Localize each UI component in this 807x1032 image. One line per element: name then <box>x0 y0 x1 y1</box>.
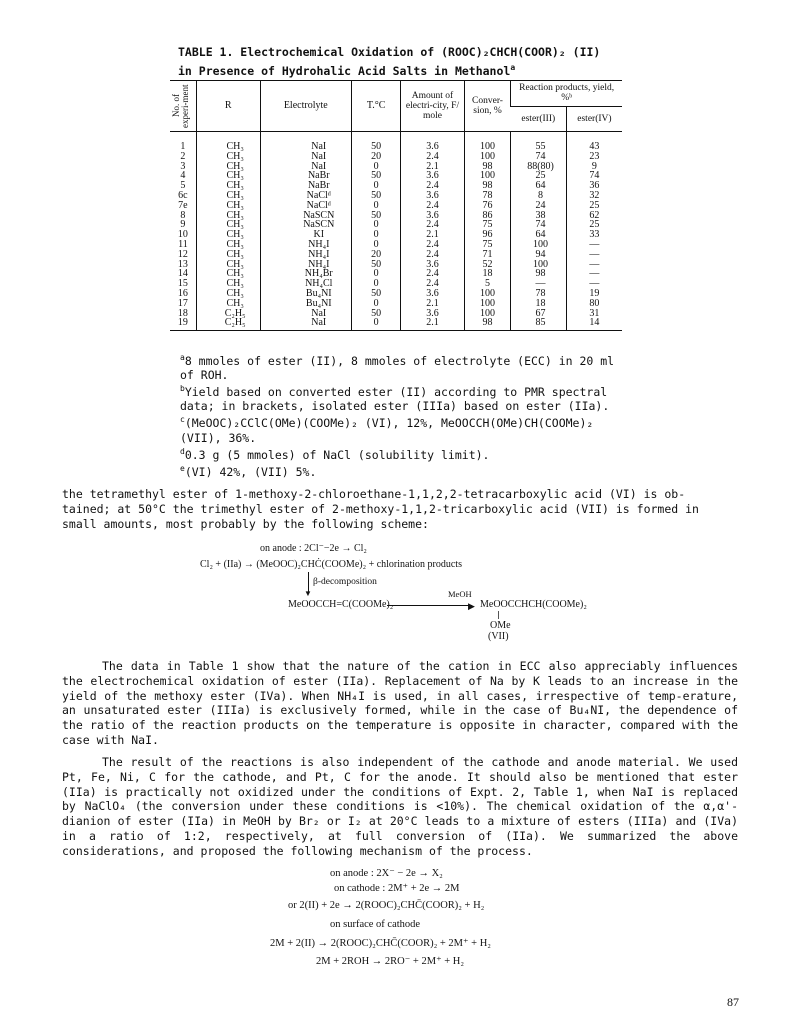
cell-electrolyte: Bu₄NI <box>260 289 351 299</box>
scheme-arrow-head: ▼ <box>304 589 312 598</box>
scheme-anode-reaction: on anode : 2Cl⁻−2e → Cl₂ <box>260 543 367 554</box>
table-row <box>170 318 622 330</box>
cell-ester-iii: 38 <box>511 211 567 221</box>
scheme-ome: OMe <box>490 620 511 631</box>
cell-electrolyte: NaI <box>260 152 351 162</box>
cell-amount: 2.4 <box>401 220 465 230</box>
cell-conversion: 100 <box>464 309 510 319</box>
cell-ester-iii: 8 <box>511 191 567 201</box>
cell-ester-iv: 31 <box>566 309 622 319</box>
cell-temperature: 50 <box>352 191 401 201</box>
mechanism-equation-5: 2M + 2ROH → 2RO⁻ + 2M⁺ + H₂ <box>316 956 465 967</box>
cell-temperature: 0 <box>352 318 401 330</box>
data-table <box>170 80 622 331</box>
cell-exp-no: 4 <box>180 170 186 182</box>
cell-r: CH₃ <box>196 230 260 240</box>
header-ester-iii: ester(III) <box>511 106 567 132</box>
cell-temperature: 50 <box>352 211 401 221</box>
footnote-a: $^a$8 mmoles of ester (II), 8 mmoles of electrolyte (ECC) in 20 ml <box>180 353 615 368</box>
discussion-paragraph-2: The result of the reactions is also independent of the cathode and anode material. We used Pt, Fe, Ni, C for the cathode, and Pt, C for the anode. It should also be mentioned that ester (IIa) is practically not oxidized under the conditions of Expt. 2, Table 1, when NaI is replaced by NaClO₄ (the conversion under these conditions is <10%). The chemical oxidation of the α,α'-dianion of ester (IIa) in MeOH by Br₂ or I₂ at 20°C leads to a mixture of esters (IIIa) and (IVa) in a ratio of 1:2, respectively, at full conversion of (IIa). We summarized the above considerations, and proposed the following mechanism of the process. <box>62 755 738 858</box>
cell-electrolyte: NaI <box>260 309 351 319</box>
cell-conversion: 100 <box>464 171 510 181</box>
cell-r: CH₃ <box>196 269 260 279</box>
cell-r: CH₃ <box>196 299 260 309</box>
cell-electrolyte: NaBr <box>260 171 351 181</box>
cell-ester-iii: 94 <box>511 250 567 260</box>
cell-temperature: 0 <box>352 181 401 191</box>
cell-electrolyte: NaClᵈ <box>260 201 351 211</box>
cell-amount: 2.1 <box>401 318 465 330</box>
cell-amount: 3.6 <box>401 132 465 152</box>
scheme-bond <box>498 611 499 619</box>
mechanism-cathode: on cathode : 2M⁺ + 2e → 2M <box>334 883 460 894</box>
cell-conversion: 96 <box>464 230 510 240</box>
cell-temperature: 50 <box>352 309 401 319</box>
cell-r: CH₃ <box>196 152 260 162</box>
cell-amount: 2.4 <box>401 181 465 191</box>
cell-exp-no: 18 <box>177 307 188 319</box>
cell-ester-iii: 78 <box>511 289 567 299</box>
cell-amount: 2.1 <box>401 299 465 309</box>
cell-temperature: 0 <box>352 240 401 250</box>
cell-amount: 2.4 <box>401 240 465 250</box>
footnote-b: $^b$Yield based on converted ester (II) according to PMR spectral <box>180 384 608 400</box>
mechanism-surface-label: on surface of cathode <box>330 919 421 930</box>
scheme-chlorination: Cl₂ + (IIa) → (MeOOC)₂CHĊ(COOMe)₂ + chlorination products <box>200 559 462 570</box>
cell-exp-no: 8 <box>180 209 186 221</box>
cell-electrolyte: NH₄I <box>260 240 351 250</box>
scheme-methanol-label: MeOH <box>448 589 472 599</box>
data-table-container <box>170 80 622 331</box>
mechanism-equation-4: 2M + 2(II) → 2(ROOC)₂CHC̄(COOR)₂ + 2M⁺ + H₂ <box>270 938 491 949</box>
cell-conversion: 98 <box>464 318 510 330</box>
cell-ester-iii: — <box>511 279 567 289</box>
cell-ester-iv: 33 <box>566 230 622 240</box>
cell-r: CH₃ <box>196 181 260 191</box>
cell-ester-iii: 18 <box>511 299 567 309</box>
cell-electrolyte: NaI <box>260 132 351 152</box>
header-reaction-products: Reaction products, yield, %ᵇ <box>511 81 622 107</box>
cell-exp-no: 1 <box>180 141 186 152</box>
cell-conversion: 98 <box>464 162 510 172</box>
cell-ester-iii: 100 <box>511 240 567 250</box>
cell-exp-no: 12 <box>177 248 188 260</box>
cell-conversion: 75 <box>464 240 510 250</box>
cell-electrolyte: NH₄I <box>260 250 351 260</box>
cell-exp-no: 15 <box>177 278 188 290</box>
cell-amount: 3.6 <box>401 260 465 270</box>
mechanism-anode: on anode : 2X⁻ − 2e → X₂ <box>330 868 443 879</box>
cell-r: CH₃ <box>196 171 260 181</box>
cell-conversion: 18 <box>464 269 510 279</box>
cell-r: CH₃ <box>196 191 260 201</box>
cell-ester-iv: — <box>566 250 622 260</box>
cell-exp-no: 11 <box>178 238 188 250</box>
cell-amount: 2.1 <box>401 162 465 172</box>
table-row <box>170 132 622 152</box>
cell-temperature: 0 <box>352 220 401 230</box>
reaction-scheme <box>200 543 620 643</box>
mechanism-or-equation: or 2(II) + 2e → 2(ROOC)₂CHC̄(COOR)₂ + H₂ <box>288 900 485 911</box>
cell-temperature: 20 <box>352 250 401 260</box>
cell-conversion: 100 <box>464 299 510 309</box>
cell-ester-iv: 25 <box>566 201 622 211</box>
cell-ester-iii: 88(80) <box>511 162 567 172</box>
footnote-e: $^e$(VI) 42%, (VII) 5%. <box>180 463 317 479</box>
cell-r: CH₃ <box>196 240 260 250</box>
cell-r: CH₃ <box>196 201 260 211</box>
cell-amount: 3.6 <box>401 191 465 201</box>
cell-exp-no: 5 <box>180 180 186 192</box>
table-title <box>178 44 658 79</box>
cell-ester-iii: 74 <box>511 220 567 230</box>
cell-r: CH₃ <box>196 162 260 172</box>
cell-amount: 3.6 <box>401 211 465 221</box>
cell-ester-iv: — <box>566 279 622 289</box>
cell-r: CH₃ <box>196 132 260 152</box>
mechanism-equations <box>260 868 620 978</box>
cell-conversion: 5 <box>464 279 510 289</box>
cell-ester-iv: 23 <box>566 152 622 162</box>
cell-r: C₂H₅ <box>196 309 260 319</box>
cell-exp-no: 14 <box>177 268 188 280</box>
cell-temperature: 50 <box>352 171 401 181</box>
table-title-line1: TABLE 1. Electrochemical Oxidation of (ROOC)₂CHCH(COOR)₂ (II) <box>178 45 601 59</box>
cell-exp-no: 2 <box>180 150 186 162</box>
cell-temperature: 0 <box>352 279 401 289</box>
cell-ester-iii: 85 <box>511 318 567 330</box>
header-temperature: T.°C <box>352 81 401 132</box>
cell-conversion: 98 <box>464 181 510 191</box>
header-conversion: Conver-sion, % <box>464 81 510 132</box>
cell-amount: 2.1 <box>401 230 465 240</box>
cell-temperature: 50 <box>352 260 401 270</box>
cell-exp-no: 9 <box>180 219 186 231</box>
cell-electrolyte: NaBr <box>260 181 351 191</box>
cell-ester-iv: 80 <box>566 299 622 309</box>
table-body <box>170 132 622 331</box>
cell-r: CH₃ <box>196 289 260 299</box>
cell-temperature: 0 <box>352 230 401 240</box>
cell-ester-iv: 25 <box>566 220 622 230</box>
cell-electrolyte: KI <box>260 230 351 240</box>
header-exp-no: No. of experi-ment <box>170 81 196 132</box>
cell-ester-iv: — <box>566 240 622 250</box>
discussion-paragraph-1: The data in Table 1 show that the nature of the cation in ECC also appreciably influences the electrochemical oxidation of ester (IIa). Replacement of Na by K leads to an increase in the yield of the methoxy ester (IVa). When NH₄I is used, in all cases, irrespective of temp-erature, an unsaturated ester (IIIa) is exclusively formed, while in the case of Bu₄NI, the dependence of the ratio of the reaction products on the temperature is opposite in character, compared with the case with NaI. <box>62 659 738 747</box>
cell-ester-iv: 36 <box>566 181 622 191</box>
cell-ester-iii: 74 <box>511 152 567 162</box>
footnote-d: $^d$0.3 g (5 mmoles) of NaCl (solubility limit). <box>180 446 490 462</box>
cell-amount: 2.4 <box>401 201 465 211</box>
cell-conversion: 78 <box>464 191 510 201</box>
cell-ester-iv: 74 <box>566 171 622 181</box>
cell-amount: 3.6 <box>401 171 465 181</box>
cell-electrolyte: Bu₄NI <box>260 299 351 309</box>
cell-conversion: 52 <box>464 260 510 270</box>
cell-ester-iii: 64 <box>511 181 567 191</box>
cell-ester-iv: — <box>566 260 622 270</box>
cell-electrolyte: NH₄I <box>260 260 351 270</box>
cell-electrolyte: NH₄Br <box>260 269 351 279</box>
cell-temperature: 20 <box>352 152 401 162</box>
cell-ester-iii: 67 <box>511 309 567 319</box>
scheme-unsaturated-ester: MeOOCCH=C(COOMe)₂ <box>288 599 394 610</box>
cell-temperature: 0 <box>352 201 401 211</box>
cell-electrolyte: NaSCN <box>260 220 351 230</box>
cell-electrolyte: NaSCN <box>260 211 351 221</box>
cell-ester-iv: 43 <box>566 132 622 152</box>
cell-temperature: 0 <box>352 269 401 279</box>
cell-amount: 2.4 <box>401 250 465 260</box>
cell-amount: 2.4 <box>401 279 465 289</box>
cell-ester-iv: 9 <box>566 162 622 172</box>
cell-exp-no: 10 <box>177 229 188 241</box>
footnote-c: $^c$(MeOOC)₂CClC(OMe)(COOMe)₂ (VI), 12%, MeOOCCH(OMe)CH(COOMe)₂ <box>180 415 594 431</box>
cell-temperature: 50 <box>352 289 401 299</box>
cell-ester-iv: 14 <box>566 318 622 330</box>
cell-r: CH₃ <box>196 211 260 221</box>
header-amount: Amount of electri-city, F/ mole <box>401 81 465 132</box>
cell-exp-no: 16 <box>177 287 188 299</box>
scheme-compound-label: (VII) <box>488 631 509 642</box>
cell-exp-no: 7e <box>178 199 188 211</box>
scheme-right-arrow-head: ▶ <box>468 601 475 611</box>
cell-conversion: 100 <box>464 289 510 299</box>
table-title-footnote-mark: a <box>510 63 516 72</box>
cell-ester-iii: 55 <box>511 132 567 152</box>
cell-exp-no: 6c <box>178 189 188 201</box>
cell-conversion: 100 <box>464 132 510 152</box>
cell-ester-iii: 24 <box>511 201 567 211</box>
cell-amount: 2.4 <box>401 152 465 162</box>
cell-electrolyte: NaClᵈ <box>260 191 351 201</box>
cell-r: CH₃ <box>196 220 260 230</box>
cell-temperature: 50 <box>352 132 401 152</box>
cell-r: CH₃ <box>196 279 260 289</box>
cell-r: C₂H₅ <box>196 318 260 330</box>
scheme-methoxy-ester: MeOOCCHCH(COOMe)₂ <box>480 599 587 610</box>
cell-conversion: 71 <box>464 250 510 260</box>
cell-ester-iii: 25 <box>511 171 567 181</box>
cell-r: CH₃ <box>196 260 260 270</box>
cell-conversion: 100 <box>464 152 510 162</box>
cell-exp-no: 17 <box>177 297 188 309</box>
cell-electrolyte: NaI <box>260 162 351 172</box>
cell-amount: 3.6 <box>401 289 465 299</box>
cell-ester-iv: 62 <box>566 211 622 221</box>
cell-r: CH₃ <box>196 250 260 260</box>
table-title-line2: in Presence of Hydrohalic Acid Salts in Methanol <box>178 63 511 78</box>
scheme-decomposition-label: β-decomposition <box>313 577 377 587</box>
cell-exp-no: 3 <box>180 160 186 172</box>
cell-temperature: 0 <box>352 299 401 309</box>
cell-exp-no: 13 <box>177 258 188 270</box>
header-electrolyte: Electrolyte <box>260 81 351 132</box>
cell-electrolyte: NaI <box>260 318 351 330</box>
cell-ester-iv: 32 <box>566 191 622 201</box>
header-r: R <box>196 81 260 132</box>
cell-ester-iv: 19 <box>566 289 622 299</box>
cell-conversion: 76 <box>464 201 510 211</box>
cell-ester-iii: 98 <box>511 269 567 279</box>
cell-ester-iv: — <box>566 269 622 279</box>
cell-electrolyte: NH₄Cl <box>260 279 351 289</box>
cell-conversion: 86 <box>464 211 510 221</box>
cell-ester-iii: 64 <box>511 230 567 240</box>
intro-paragraph: the tetramethyl ester of 1-methoxy-2-chloroethane-1,1,2,2-tetracarboxylic acid (VI) is ob- tained; at 50°C the trimethyl ester of 2-methoxy-1,1,2-tricarboxylic acid (VII) is formed in small amounts, most probably by the following scheme: <box>62 487 699 531</box>
header-ester-iv: ester(IV) <box>566 106 622 132</box>
table-footnotes: $^a$8 mmoles of ester (II), 8 mmoles of electrolyte (ECC) in 20 ml of ROH. $^b$Yield based on converted ester (II) according to PMR spectral data; in brackets, isolated ester (IIIa) based on ester (IIa). $^c$(MeOOC)₂CClC(OMe)(COOMe)₂ (VI), 12%, MeOOCCH(OMe)CH(COOMe)₂ (VII), 36%. $^d$0.3 g (5 mmoles) of NaCl (solubility limit). $^e$(VI) 42%, (VII) 5%. <box>180 351 660 479</box>
cell-amount: 3.6 <box>401 309 465 319</box>
cell-ester-iii: 100 <box>511 260 567 270</box>
cell-exp-no: 19 <box>170 318 196 330</box>
cell-amount: 2.4 <box>401 269 465 279</box>
scheme-right-arrow <box>387 605 472 606</box>
cell-conversion: 75 <box>464 220 510 230</box>
page-number: 87 <box>727 995 739 1009</box>
cell-temperature: 0 <box>352 162 401 172</box>
